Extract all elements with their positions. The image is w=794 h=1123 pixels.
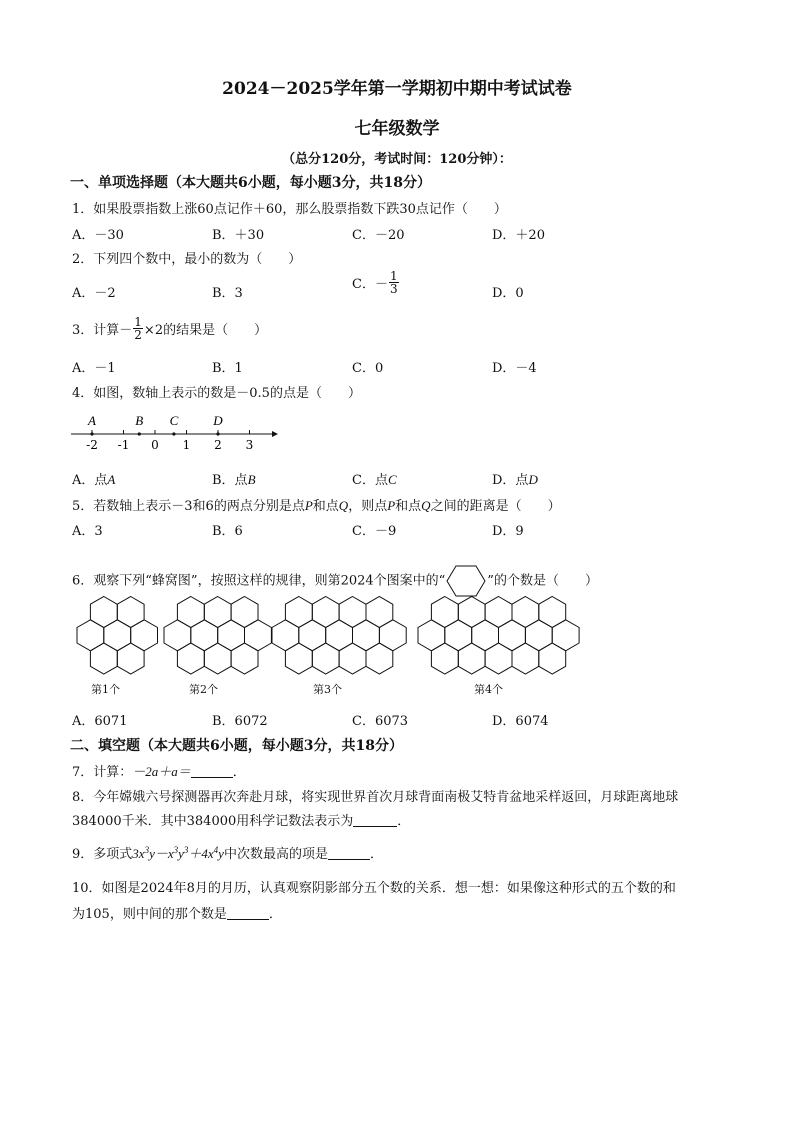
q7-suffix: ． xyxy=(232,765,246,780)
point-label: B xyxy=(135,413,144,428)
tick-label: 3 xyxy=(245,438,254,452)
caption-figure-4: 第4个 xyxy=(474,683,503,696)
q4-option-b-point: B xyxy=(247,472,256,487)
q10-suffix: ． xyxy=(268,907,282,922)
q10-answer-blank[interactable] xyxy=(227,907,269,920)
q5-text-3: ，则点 xyxy=(348,499,388,514)
honeycomb-cell xyxy=(339,597,366,628)
caption-figure-1: 第1个 xyxy=(91,683,120,696)
tick-label: -2 xyxy=(86,438,98,452)
q1-option-c: C．－20 xyxy=(352,228,405,243)
honeycomb-cell xyxy=(90,643,117,674)
honeycomb-cell xyxy=(512,643,539,674)
question-10-line-2 xyxy=(72,903,282,922)
q6-text-before: 6．观察下列“蜂窝图”，按照这样的规律，则第2024个图案中的“ xyxy=(72,573,446,589)
q2-option-b: B．3 xyxy=(212,286,243,301)
q5-option-d: D．9 xyxy=(492,524,524,539)
honeycomb-cell xyxy=(90,597,117,628)
honeycomb-cell xyxy=(285,597,312,628)
q2-frac-den: 3 xyxy=(389,282,398,296)
honeycomb-cell xyxy=(512,597,539,628)
honeycomb-cell xyxy=(431,643,458,674)
honeycomb-cell xyxy=(177,597,204,628)
honeycomb-cell xyxy=(539,643,566,674)
q5-option-a: A．3 xyxy=(72,524,103,539)
honeycomb-cell xyxy=(272,620,299,651)
q5-point-q: Q xyxy=(338,498,349,513)
honeycomb-cell xyxy=(339,643,366,674)
q4-option-c-label: C．点 xyxy=(352,473,388,488)
q8-line-2-text: 384000千米．其中384000用科学记数法表示为 xyxy=(72,814,354,829)
q8-suffix: ． xyxy=(397,814,411,829)
q6-option-d: D．6074 xyxy=(492,714,549,729)
question-6 xyxy=(72,564,598,598)
honeycomb-cell xyxy=(77,620,104,651)
question-2: 2．下列四个数中，最小的数为（ ） xyxy=(72,252,302,267)
honeycomb-cell xyxy=(245,620,272,651)
q1-option-a: A．－30 xyxy=(72,228,124,243)
honeycomb-cell xyxy=(525,620,552,651)
exam-subject: 七年级数学 xyxy=(354,119,440,139)
honeycomb-cell xyxy=(499,620,526,651)
q3-prefix: 3．计算－ xyxy=(72,323,133,338)
honeycomb-cell xyxy=(299,620,326,651)
honeycomb-cell xyxy=(472,620,499,651)
q3-option-a: A．－1 xyxy=(72,361,116,376)
q3-option-d: D．－4 xyxy=(492,361,537,376)
q4-option-c-point: C xyxy=(387,472,397,487)
exam-title: 2024－2025学年第一学期初中期中考试试卷 xyxy=(222,79,572,99)
q9-end: ． xyxy=(369,847,383,862)
question-7 xyxy=(72,761,246,780)
section-1-heading: 一、单项选择题（本大题共6小题，每小题3分，共18分） xyxy=(70,175,431,191)
honeycomb-cell xyxy=(366,643,393,674)
q6-option-c: C．6073 xyxy=(352,714,409,729)
honeycomb-cell xyxy=(117,597,144,628)
honeycomb-cell xyxy=(485,597,512,628)
point-label: D xyxy=(213,413,223,428)
q3-suffix: ×2的结果是（ ） xyxy=(143,323,268,338)
question-8-line-2 xyxy=(72,810,410,829)
q6-option-b: B．6072 xyxy=(212,714,268,729)
honeycomb-cell xyxy=(353,620,380,651)
honeycomb-cell xyxy=(366,597,393,628)
q2-option-c xyxy=(352,270,400,295)
question-10-line-1: 10．如图是2024年8月的月历，认真观察阴影部分五个数的关系．想一想：如果像这种形式的五个数的和 xyxy=(72,881,676,896)
q4-option-d-point: D xyxy=(528,472,538,487)
q2-option-a: A．－2 xyxy=(72,286,116,301)
q4-option-b xyxy=(212,469,256,488)
tick-label: 0 xyxy=(151,438,159,452)
q5-point-p: P xyxy=(304,498,313,513)
q5-text-5: 之间的距离是（ ） xyxy=(430,499,561,514)
q8-answer-blank[interactable] xyxy=(353,814,397,827)
honeycomb-cell xyxy=(231,597,258,628)
honeycomb-cell xyxy=(117,643,144,674)
q3-option-b: B．1 xyxy=(212,361,243,376)
question-9 xyxy=(72,843,383,862)
number-line-arrow xyxy=(272,431,278,437)
question-5 xyxy=(72,495,561,514)
number-line-point xyxy=(216,432,219,435)
honeycomb-cell xyxy=(326,620,353,651)
number-line-point xyxy=(172,432,175,435)
honeycomb-cell xyxy=(177,643,204,674)
honeycomb-cell xyxy=(204,597,231,628)
question-8-line-1: 8．今年嫦娥六号探测器再次奔赴月球，将实现世界首次月球背面南极艾特肯盆地采样返回，月球距离地球 xyxy=(72,790,679,805)
q5-text-4: 和点 xyxy=(395,499,422,514)
q10-line-2-text: 为105，则中间的那个数是 xyxy=(72,907,227,922)
q7-prefix: 7．计算： xyxy=(72,765,133,780)
tick-label: -1 xyxy=(117,438,130,452)
q1-option-b: B．＋30 xyxy=(212,228,265,243)
honeycomb-cell xyxy=(458,643,485,674)
q3-frac-num: 1 xyxy=(134,315,142,329)
point-label: A xyxy=(88,413,96,428)
number-line-point xyxy=(138,432,141,435)
q6-option-a: A．6071 xyxy=(72,714,128,729)
q2-fraction xyxy=(389,270,399,295)
honeycomb-cell xyxy=(458,597,485,628)
q2-frac-num: 1 xyxy=(389,269,398,283)
q2-option-c-label: C．－ xyxy=(352,277,388,292)
q9-answer-blank[interactable] xyxy=(328,847,370,860)
tick-label: 2 xyxy=(214,438,222,452)
q4-option-c xyxy=(352,469,397,488)
honeycomb-cell xyxy=(285,643,312,674)
q4-option-a-point: A xyxy=(107,472,116,487)
honeycomb-cell xyxy=(104,620,131,651)
honeycomb-cell xyxy=(539,597,566,628)
honeycomb-cell xyxy=(164,620,191,651)
honeycomb-cell xyxy=(191,620,218,651)
q7-answer-blank[interactable] xyxy=(191,765,233,778)
q5-option-b: B．6 xyxy=(212,524,243,539)
honeycomb-cell xyxy=(485,643,512,674)
point-label: C xyxy=(169,413,179,428)
caption-figure-3: 第3个 xyxy=(313,683,342,696)
q7-expression: －2a＋a＝ xyxy=(132,764,191,779)
q4-option-d-label: D．点 xyxy=(492,473,529,488)
question-4: 4．如图，数轴上表示的数是－0.5的点是（ ） xyxy=(72,386,361,401)
exam-note: （总分120分，考试时间：120分钟）： xyxy=(282,152,512,167)
q5-text-1: 5．若数轴上表示－3和6的两点分别是点 xyxy=(72,499,305,514)
q5-point-q-2: Q xyxy=(421,498,431,513)
q3-option-c: C．0 xyxy=(352,361,384,376)
q5-point-p-2: P xyxy=(387,498,396,513)
q6-text-after: ”的个数是（ ） xyxy=(487,573,598,589)
caption-figure-2: 第2个 xyxy=(189,683,218,696)
honeycomb-cell xyxy=(231,643,258,674)
honeycomb-cell xyxy=(431,597,458,628)
question-3 xyxy=(72,316,267,341)
q4-option-a-label: A．点 xyxy=(72,473,108,488)
honeycomb-cell xyxy=(312,597,339,628)
q5-option-c: C．－9 xyxy=(352,524,397,539)
q5-text-2: 和点 xyxy=(312,499,339,514)
q9-suffix: 中次数最高的项是 xyxy=(223,847,328,862)
q9-polynomial: $3x^3y-x^3y^3+4x^4y$ xyxy=(132,845,224,861)
q2-option-d: D．0 xyxy=(492,286,524,301)
honeycomb-cell xyxy=(204,643,231,674)
question-1: 1．如果股票指数上涨60点记作＋60，那么股票指数下跌30点记作（ ） xyxy=(72,202,507,217)
honeycomb-cell xyxy=(379,620,406,651)
honeycomb-cell xyxy=(445,620,472,651)
honeycomb-cell xyxy=(552,620,579,651)
honeycomb-cell xyxy=(131,620,158,651)
q3-frac-den: 2 xyxy=(134,328,142,342)
honeycomb-cell xyxy=(312,643,339,674)
section-2-heading: 二、填空题（本大题共6小题，每小题3分，共18分） xyxy=(70,738,403,754)
q9-prefix: 9．多项式 xyxy=(72,847,133,862)
honeycomb-cell xyxy=(218,620,245,651)
q4-option-a xyxy=(72,469,115,488)
number-line-point xyxy=(90,432,93,435)
q1-option-d: D．＋20 xyxy=(492,228,545,243)
q3-fraction xyxy=(133,316,143,341)
q4-option-b-label: B．点 xyxy=(212,473,248,488)
tick-label: 1 xyxy=(182,438,191,452)
hexagon-icon xyxy=(446,564,486,598)
number-line-figure xyxy=(66,408,282,458)
honeycomb-cell xyxy=(418,620,445,651)
q4-option-d xyxy=(492,469,538,488)
